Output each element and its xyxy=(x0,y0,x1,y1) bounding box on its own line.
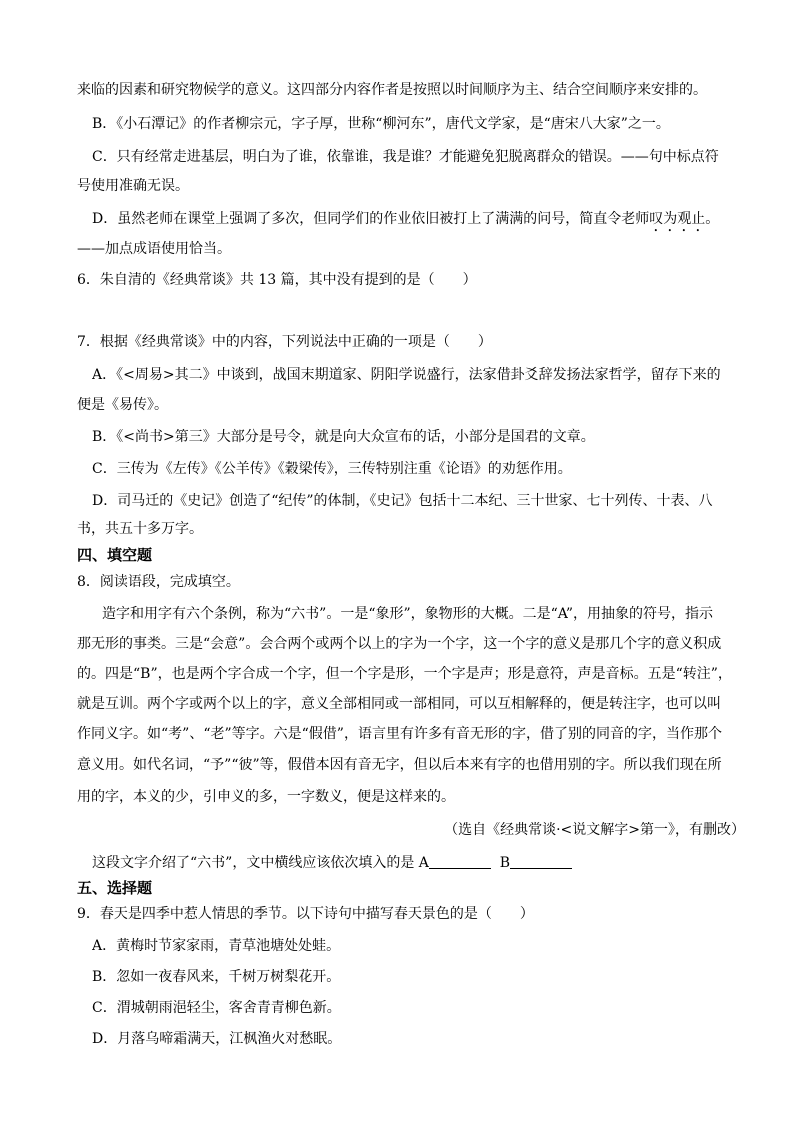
q8-stem: 8．阅读语段，完成填空。 xyxy=(77,574,240,590)
q8-passage-line7: 用的字，本义的少，引申义的多，一字数义，便是这样来的。 xyxy=(77,789,455,805)
q8-passage-line5: 作同义字。如“考”、“老”等字。六是“假借”，语言里有许多有音无形的字，借了别的同音的字，当作那个 xyxy=(77,726,722,742)
dotted-idiom: 叹为观止 xyxy=(649,211,706,227)
q9-option-b: B．忽如一夜春风来，千树万树梨花开。 xyxy=(92,969,341,985)
q5-option-d-text: D．虽然老师在课堂上强调了多次，但同学们的作业依旧被打上了满满的问号，简直令老师 xyxy=(92,211,650,227)
q8-fill-line xyxy=(92,853,757,873)
q7-stem: 7．根据《经典常谈》中的内容，下列说法中正确的一项是（ ） xyxy=(77,334,492,350)
q9-option-a: A．黄梅时节家家雨，青草池塘处处蛙。 xyxy=(92,938,341,954)
q7-option-b: B．《<尚书>第三》大部分是号令，就是向大众宣布的话，小部分是国君的文章。 xyxy=(92,429,595,445)
q5-option-c-line2: 号使用准确无误。 xyxy=(77,178,189,194)
q8-fill-prompt: 这段文字介绍了“六书”，文中横线应该依次填入的是 A xyxy=(92,855,429,871)
q7-option-a-line1: A．《<周易>其二》中谈到，战国末期道家、阴阳学说盛行，法家借卦爻辞发扬法家哲学，留存下来的 xyxy=(92,367,721,383)
section-heading-choice: 五、选择题 xyxy=(77,879,153,897)
q8-source: （选自《经典常谈·<说文解字>第一》，有删改） xyxy=(444,822,745,838)
answer-blank-b[interactable] xyxy=(510,854,572,869)
q5-option-c-line1: C．只有经常走进基层，明白为了谁，依靠谁，我是谁？才能避免犯脱离群众的错误。——句中标点符 xyxy=(92,149,719,165)
q7-option-d-line1: D．司马迁的《史记》创造了“纪传”的体制，《史记》包括十二本纪、三十世家、七十列传、十表、八 xyxy=(92,493,713,509)
q7-option-d-line2: 书，共五十多万字。 xyxy=(77,521,203,537)
q8-passage-line4: 就是互训。两个字或两个以上的字，意义全部相同或一部相同，可以互相解释的，便是转注字，也可以叫 xyxy=(77,696,721,712)
q6-stem: 6．朱自清的《经典常谈》共 13 篇，其中没有提到的是（ ） xyxy=(77,272,477,288)
q8-passage-line2: 那无形的事类。三是“会意”。会合两个或两个以上的字为一个字，这一个字的意义是那几个字的意义积成 xyxy=(77,636,722,652)
q9-option-c: C．渭城朝雨浥轻尘，客舍青青柳色新。 xyxy=(92,1000,341,1016)
section-heading-fill-in: 四、填空题 xyxy=(77,546,153,564)
q5-option-d-end: 。 xyxy=(705,211,720,227)
q8-passage-line6: 意义用。如代名词，“予”“彼”等，假借本因有音无字，但以后本来有字的也借用别的字。所以我们现在所 xyxy=(77,757,722,773)
q8-fill-label-b: B xyxy=(499,855,511,871)
passage-continuation: 来临的因素和研究物候学的意义。这四部分内容作者是按照以时间顺序为主、结合空间顺序来安排的。 xyxy=(77,82,707,98)
q5-option-d-line1 xyxy=(92,209,757,235)
q8-passage-line3: 的。四是“B”，也是两个字合成一个字，但一个字是形，一个字是声；形是意符，声是音标。五是“转注”， xyxy=(77,666,732,682)
answer-blank-a[interactable] xyxy=(429,854,491,869)
q5-option-b: B．《小石潭记》的作者柳宗元，字子厚，世称“柳河东”，唐代文学家，是“唐宋八大家”之一。 xyxy=(92,116,670,132)
q8-passage-line1: 造字和用字有六个条例，称为“六书”。一是“象形”，象物形的大概。二是“A”，用抽象的符号，指示 xyxy=(102,606,713,622)
q7-option-a-line2: 便是《易传》。 xyxy=(77,397,168,413)
q7-option-c: C．三传为《左传》《公羊传》《穀梁传》，三传特别注重《论语》的劝惩作用。 xyxy=(92,461,572,477)
q9-stem: 9．春天是四季中惹人情思的季节。以下诗句中描写春天景色的是（ ） xyxy=(77,906,534,922)
q5-option-d-line2: ——加点成语使用恰当。 xyxy=(77,241,231,257)
q9-option-d: D．月落乌啼霜满天，江枫渔火对愁眠。 xyxy=(92,1031,342,1047)
